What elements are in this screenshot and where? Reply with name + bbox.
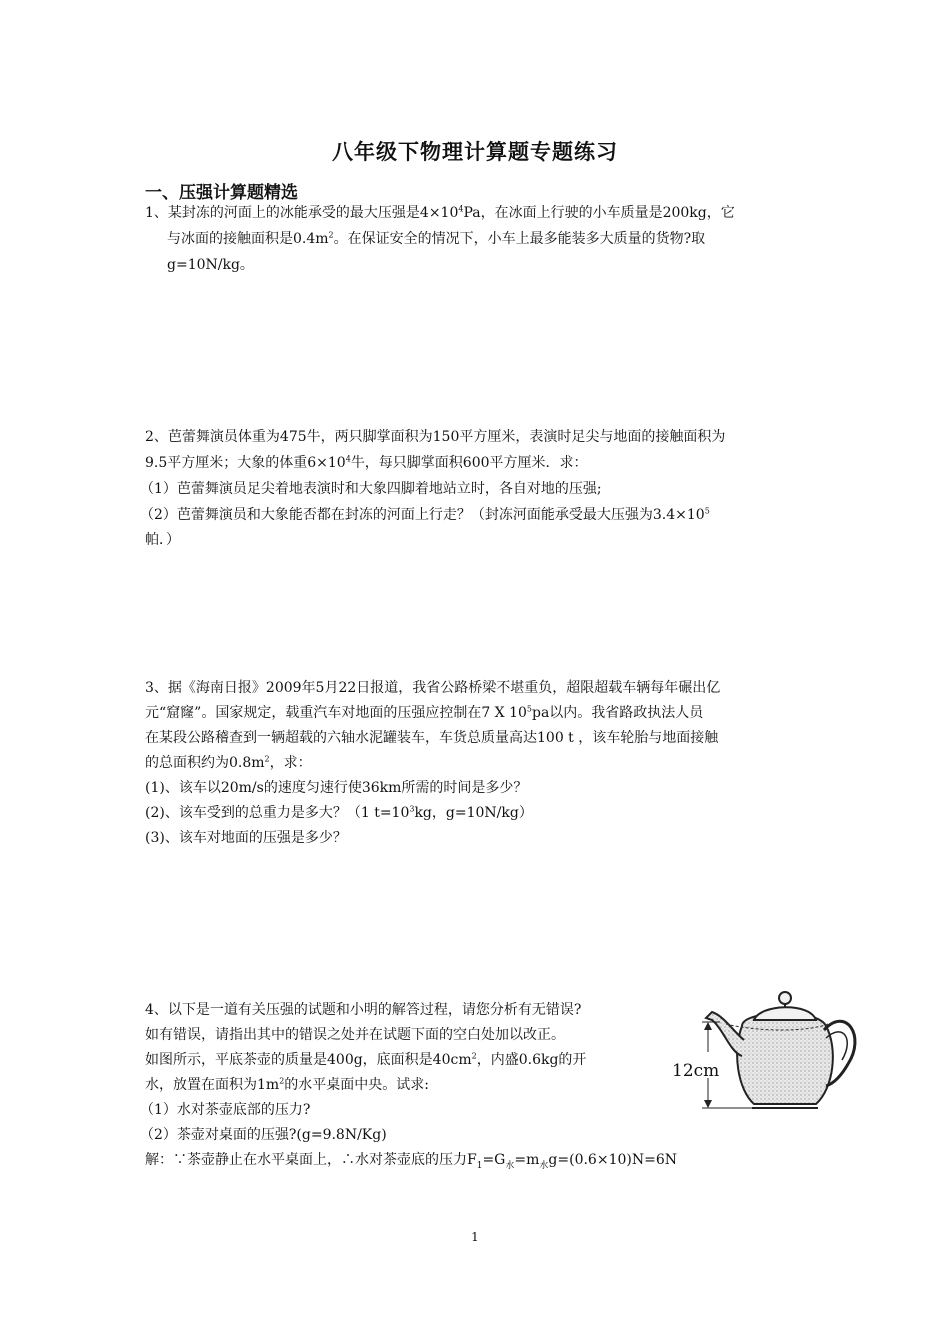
q1-line-2: 与冰面的接触面积是$0.4m^2$。在保证安全的情况下，小车上最多能装多大质量的货物?取 — [167, 230, 706, 247]
q4-line-6: （2）茶壶对桌面的压强?(g=9.8N/Kg) — [140, 1127, 387, 1143]
q3-line-7: (3)、该车对地面的压强是多少？ — [145, 830, 347, 846]
q2-line-5: 帕．） — [145, 532, 180, 548]
q2-line-2: 9.5平方厘米；大象的体重$6\times 10^4$牛，每只脚掌面积600平方厘米．求： — [145, 454, 588, 471]
page-number: 1 — [471, 1230, 479, 1244]
q3-line-4: 的总面积约为$0.8m^2$，求： — [145, 754, 312, 771]
q2-line-1: 2、芭蕾舞演员体重为475牛，两只脚掌面积为150平方厘米，表演时足尖与地面的接触面积为 — [145, 429, 726, 445]
q3-line-6: (2)、该车受到的总重力是多大？（1 $t=10^3kg$，g=10N/kg） — [145, 804, 533, 821]
q3-line-1: 3、据《海南日报》2009年5月22日报道，我省公路桥梁不堪重负，超限超载车辆每年碾出亿 — [145, 680, 721, 696]
section-heading: 一、压强计算题精选 — [145, 183, 298, 203]
q2-line-3: （1）芭蕾舞演员足尖着地表演时和大象四脚着地站立时，各自对地的压强; — [140, 481, 602, 497]
q4-line-5: （1）水对茶壶底部的压力? — [140, 1102, 311, 1118]
teapot-figure — [668, 986, 864, 1114]
page-title: 八年级下物理计算题专题练习 — [332, 140, 618, 164]
q4-line-2: 如有错误，请指出其中的错误之处并在试题下面的空白处加以改正。 — [145, 1027, 565, 1043]
q4-line-1: 4、以下是一道有关压强的试题和小明的解答过程，请您分析有无错误? — [145, 1002, 582, 1018]
q1-line-1: 1、某封冻的河面上的冰能承受的最大压强是$4\times 10^4Pa$，在冰面上行驶的小车质量是200kg，它 — [145, 204, 735, 221]
q4-line-3: 如图所示，平底茶壶的质量是400g，底面积是$40cm^2$，内盛0.6kg的开 — [145, 1051, 587, 1068]
q4-line-4: 水，放置在面积为$1m^2$的水平桌面中央。试求: — [145, 1076, 429, 1093]
q1-line-3: g=10N/kg。 — [167, 257, 254, 273]
q3-line-2: 元“窟窿”。国家规定，载重汽车对地面的压强应控制在7 X $10^5pa$以内。我省路政执法人员 — [145, 704, 704, 721]
q4-solution-line: 解：∵茶壶静止在水平桌面上，∴水对茶壶底的压力$F_1=G_水=m_水g=(0.6\times 10)N=6N$ — [145, 1152, 677, 1171]
q2-line-4: （2）芭蕾舞演员和大象能否都在封冻的河面上行走？（封冻河面能承受最大压强为$3.4\times 10^5$ — [140, 506, 710, 523]
q3-line-3: 在某段公路稽查到一辆超载的六轴水泥罐装车，车货总质量高达100 t ，该车轮胎与地面接触 — [145, 730, 719, 746]
height-label: 12cm — [672, 1061, 720, 1081]
q3-line-5: (1)、该车以20m/s的速度匀速行使36km所需的时间是多少？ — [145, 780, 528, 796]
